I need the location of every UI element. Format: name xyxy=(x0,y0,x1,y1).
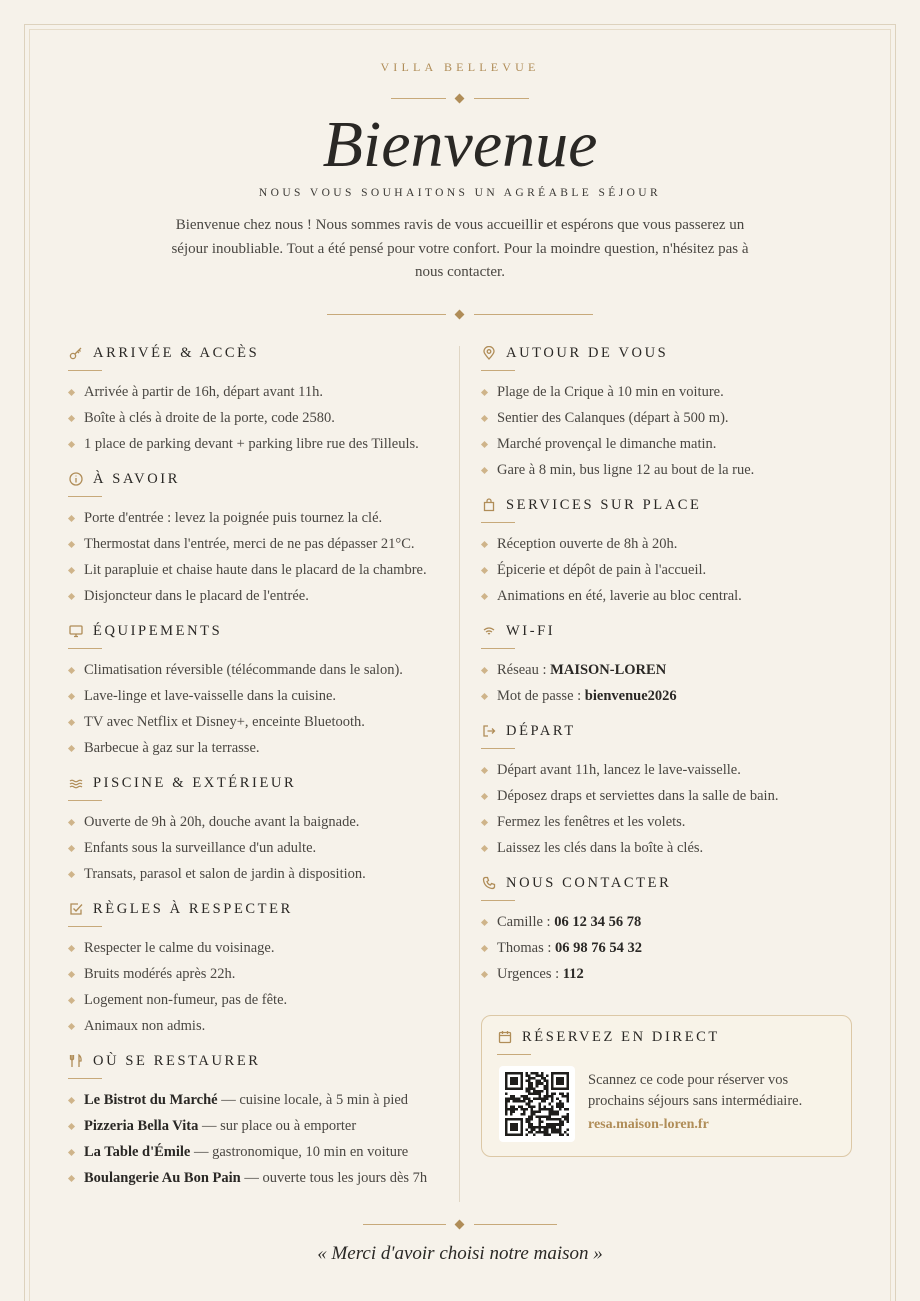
list-item xyxy=(68,505,448,531)
item-list xyxy=(68,379,448,457)
bullet-diamond xyxy=(68,971,75,978)
bullet-diamond xyxy=(481,389,488,396)
list-item xyxy=(481,909,861,935)
item-desc: — gastronomique, 10 min en voiture xyxy=(190,1144,409,1160)
item-text: Déposez draps et serviettes dans la salle de bain. xyxy=(497,788,779,804)
waves-icon xyxy=(68,775,84,791)
item-text: Disjoncteur dans le placard de l'entrée. xyxy=(84,588,309,604)
item-list xyxy=(68,657,448,761)
item-value: 06 98 76 54 32 xyxy=(555,940,642,956)
item-text: Respecter le calme du voisinage. xyxy=(84,940,275,956)
section-title: ÉQUIPEMENTS xyxy=(93,622,223,639)
bullet-diamond xyxy=(68,871,75,878)
wifi-icon xyxy=(481,623,497,639)
item-list xyxy=(481,757,861,861)
ornament-bottom xyxy=(363,1219,557,1231)
list-item xyxy=(481,583,861,609)
info-icon xyxy=(68,471,84,487)
section-depart xyxy=(481,718,861,861)
section-rule xyxy=(68,926,102,927)
bullet-diamond xyxy=(68,541,75,548)
list-item xyxy=(68,809,448,835)
left-column xyxy=(68,340,448,1191)
bullet-diamond xyxy=(481,945,488,952)
bullet-diamond xyxy=(68,1023,75,1030)
item-label: Urgences : xyxy=(497,966,563,982)
item-value: bienvenue2026 xyxy=(584,688,677,704)
item-list xyxy=(68,1087,448,1191)
section-title: DÉPART xyxy=(506,722,576,739)
section-title: RÈGLES À RESPECTER xyxy=(93,900,293,917)
reservation-description: Scannez ce code pour réserver vos prochains séjours sans intermédiaire. xyxy=(588,1072,803,1109)
list-item xyxy=(68,431,448,457)
item-value: 112 xyxy=(562,966,584,982)
item-text: Sentier des Calanques (départ à 500 m). xyxy=(497,410,729,426)
item-list xyxy=(481,379,861,483)
bullet-diamond xyxy=(481,593,488,600)
ornament-divider xyxy=(327,309,593,321)
list-item xyxy=(68,531,448,557)
bullet-diamond xyxy=(481,845,488,852)
list-item xyxy=(481,783,861,809)
bullet-diamond xyxy=(68,389,75,396)
item-list xyxy=(481,657,861,709)
item-label: Mot de passe : xyxy=(497,688,585,704)
item-text: Fermez les fenêtres et les volets. xyxy=(497,814,686,830)
section-rule xyxy=(481,370,515,371)
bullet-diamond xyxy=(481,819,488,826)
list-item xyxy=(481,935,861,961)
list-item xyxy=(481,809,861,835)
list-item xyxy=(481,431,861,457)
item-text: Barbecue à gaz sur la terrasse. xyxy=(84,740,260,756)
bullet-diamond xyxy=(481,793,488,800)
bullet-diamond xyxy=(481,541,488,548)
key-icon xyxy=(68,345,84,361)
bullet-diamond xyxy=(481,567,488,574)
item-label: Thomas : xyxy=(497,940,555,956)
section-title: NOUS CONTACTER xyxy=(506,874,672,891)
section-rule xyxy=(481,648,515,649)
item-label: Camille : xyxy=(497,914,555,930)
item-text: Plage de la Crique à 10 min en voiture. xyxy=(497,384,724,400)
item-label: Réseau : xyxy=(497,662,551,678)
section-rule xyxy=(68,1078,102,1079)
item-name: Le Bistrot du Marché xyxy=(84,1092,218,1108)
bullet-diamond xyxy=(68,845,75,852)
item-value: 06 12 34 56 78 xyxy=(554,914,642,930)
list-item xyxy=(68,657,448,683)
bullet-diamond xyxy=(481,971,488,978)
item-text: 1 place de parking devant + parking libre rue des Tilleuls. xyxy=(84,436,419,452)
list-item xyxy=(68,583,448,609)
bullet-diamond xyxy=(68,441,75,448)
section-rule xyxy=(481,748,515,749)
section-rule xyxy=(68,370,102,371)
intro-text: Bienvenue chez nous ! Nous sommes ravis de vous accueillir et espérons que vous passerez un séjour inoubliable. Tout a été pensé pour votre confort. Pour la moindre question, n'hésitez pas à nous contacter. xyxy=(171,217,749,280)
bullet-diamond xyxy=(481,467,488,474)
section-savoir xyxy=(68,466,448,609)
item-text: Arrivée à partir de 16h, départ avant 11h. xyxy=(84,384,324,400)
item-text: Transats, parasol et salon de jardin à disposition. xyxy=(84,866,366,882)
bullet-diamond xyxy=(68,997,75,1004)
cutlery-icon xyxy=(68,1053,84,1069)
bullet-diamond xyxy=(68,945,75,952)
item-text: Boîte à clés à droite de la porte, code 2580. xyxy=(84,410,335,426)
item-text: Lave-linge et lave-vaisselle dans la cuisine. xyxy=(84,688,337,704)
section-piscine xyxy=(68,770,448,887)
item-desc: — cuisine locale, à 5 min à pied xyxy=(217,1092,409,1108)
column-divider xyxy=(459,346,460,1202)
list-item xyxy=(68,1165,448,1191)
list-item xyxy=(481,961,861,987)
section-regles xyxy=(68,896,448,1039)
item-list xyxy=(481,531,861,609)
list-item xyxy=(481,379,861,405)
item-text: Animations en été, laverie au bloc central. xyxy=(497,588,742,604)
item-text: Logement non-fumeur, pas de fête. xyxy=(84,992,288,1008)
bullet-diamond xyxy=(68,593,75,600)
list-item xyxy=(68,1113,448,1139)
list-item xyxy=(481,457,861,483)
checkbox-icon xyxy=(68,901,84,917)
list-item xyxy=(68,1087,448,1113)
section-title: SERVICES SUR PLACE xyxy=(506,496,702,513)
bullet-diamond xyxy=(68,1149,75,1156)
item-text: Bruits modérés après 22h. xyxy=(84,966,236,982)
item-list xyxy=(68,935,448,1039)
bullet-diamond xyxy=(68,1175,75,1182)
section-arrivee xyxy=(68,340,448,457)
section-rule xyxy=(68,800,102,801)
list-item xyxy=(68,987,448,1013)
calendar-icon xyxy=(497,1029,513,1045)
item-text: TV avec Netflix et Disney+, enceinte Bluetooth. xyxy=(84,714,365,730)
item-text: Enfants sous la surveillance d'un adulte. xyxy=(84,840,317,856)
list-item xyxy=(481,531,861,557)
item-text: Animaux non admis. xyxy=(84,1018,206,1034)
monitor-icon xyxy=(68,623,84,639)
right-column xyxy=(481,340,861,987)
bullet-diamond xyxy=(68,415,75,422)
bullet-diamond xyxy=(68,819,75,826)
section-wifi xyxy=(481,618,861,709)
section-title: À SAVOIR xyxy=(93,470,181,487)
section-title: RÉSERVEZ EN DIRECT xyxy=(522,1028,720,1045)
section-title: PISCINE & EXTÉRIEUR xyxy=(93,774,297,791)
bullet-diamond xyxy=(68,693,75,700)
section-title: AUTOUR DE VOUS xyxy=(506,344,669,361)
section-equipements xyxy=(68,618,448,761)
section-autour xyxy=(481,340,861,483)
item-text: Départ avant 11h, lancez le lave-vaisselle. xyxy=(497,762,741,778)
footer-quote: « Merci d'avoir choisi notre maison » xyxy=(317,1243,603,1264)
item-name: Boulangerie Au Bon Pain xyxy=(84,1170,241,1186)
section-rule xyxy=(481,900,515,901)
ornament-top xyxy=(391,93,529,105)
page-subtitle: NOUS VOUS SOUHAITONS UN AGRÉABLE SÉJOUR xyxy=(258,187,662,199)
item-list xyxy=(68,505,448,609)
bullet-diamond xyxy=(68,667,75,674)
list-item xyxy=(68,961,448,987)
bullet-diamond xyxy=(481,693,488,700)
item-text: Marché provençal le dimanche matin. xyxy=(497,436,717,452)
bullet-diamond xyxy=(68,515,75,522)
list-item xyxy=(481,757,861,783)
bullet-diamond xyxy=(68,745,75,752)
item-name: Pizzeria Bella Vita xyxy=(84,1118,199,1134)
item-text: Épicerie et dépôt de pain à l'accueil. xyxy=(497,562,707,578)
list-item xyxy=(68,1013,448,1039)
list-item xyxy=(68,709,448,735)
item-text: Ouverte de 9h à 20h, douche avant la baignade. xyxy=(84,814,360,830)
section-rule xyxy=(68,648,102,649)
list-item xyxy=(68,379,448,405)
item-list xyxy=(481,909,861,987)
section-rule xyxy=(68,496,102,497)
list-item xyxy=(481,557,861,583)
section-rule xyxy=(497,1054,531,1055)
qr-code[interactable] xyxy=(499,1066,575,1142)
list-item xyxy=(481,657,861,683)
list-item xyxy=(68,683,448,709)
bullet-diamond xyxy=(481,441,488,448)
logout-icon xyxy=(481,723,497,739)
item-text: Laissez les clés dans la boîte à clés. xyxy=(497,840,704,856)
list-item xyxy=(68,557,448,583)
list-item xyxy=(481,835,861,861)
item-desc: — ouverte tous les jours dès 7h xyxy=(240,1170,428,1186)
section-restaurer xyxy=(68,1048,448,1191)
item-desc: — sur place ou à emporter xyxy=(198,1118,357,1134)
list-item xyxy=(68,835,448,861)
item-text: Gare à 8 min, bus ligne 12 au bout de la rue. xyxy=(497,462,755,478)
eyebrow-label: VILLA BELLEVUE xyxy=(380,60,540,74)
reservation-text xyxy=(588,1070,838,1135)
item-value: MAISON-LOREN xyxy=(550,662,667,678)
bullet-diamond xyxy=(68,1097,75,1104)
map-pin-icon xyxy=(481,345,497,361)
shopping-bag-icon xyxy=(481,497,497,513)
bullet-diamond xyxy=(481,919,488,926)
list-item xyxy=(68,861,448,887)
item-text: Réception ouverte de 8h à 20h. xyxy=(497,536,678,552)
bullet-diamond xyxy=(481,415,488,422)
page-title: Bienvenue xyxy=(322,108,598,181)
section-title: WI-FI xyxy=(506,622,556,639)
reservation-link[interactable]: resa.maison-loren.fr xyxy=(588,1117,709,1132)
item-text: Climatisation réversible (télécommande dans le salon). xyxy=(84,662,403,678)
section-services xyxy=(481,492,861,609)
list-item xyxy=(481,683,861,709)
list-item xyxy=(68,405,448,431)
item-text: Porte d'entrée : levez la poignée puis tournez la clé. xyxy=(84,510,383,526)
list-item xyxy=(481,405,861,431)
list-item xyxy=(68,1139,448,1165)
list-item xyxy=(68,735,448,761)
bullet-diamond xyxy=(481,667,488,674)
section-title: ARRIVÉE & ACCÈS xyxy=(93,344,260,361)
section-contact xyxy=(481,870,861,987)
bullet-diamond xyxy=(481,767,488,774)
item-text: Lit parapluie et chaise haute dans le placard de la chambre. xyxy=(84,562,427,578)
list-item xyxy=(68,935,448,961)
item-name: La Table d'Émile xyxy=(84,1144,191,1160)
phone-icon xyxy=(481,875,497,891)
item-list xyxy=(68,809,448,887)
bullet-diamond xyxy=(68,567,75,574)
section-rule xyxy=(481,522,515,523)
bullet-diamond xyxy=(68,719,75,726)
section-title: OÙ SE RESTAURER xyxy=(93,1052,261,1069)
item-text: Thermostat dans l'entrée, merci de ne pas dépasser 21°C. xyxy=(84,536,415,552)
bullet-diamond xyxy=(68,1123,75,1130)
reservation-card xyxy=(481,1015,852,1157)
